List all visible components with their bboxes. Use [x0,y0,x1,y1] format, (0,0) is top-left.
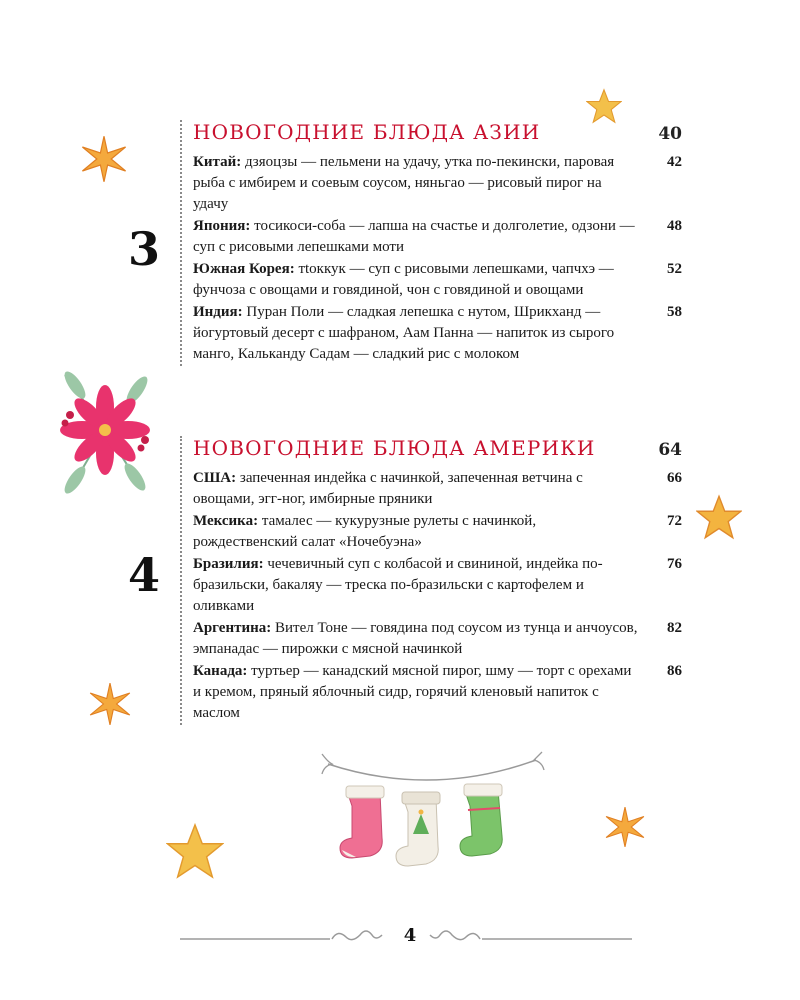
entry-text: тtоккук — суп с рисовыми лепешками, чапчхэ — фунчоза с овощами и говядиной, чон с говядиной и овощами [193,261,614,298]
toc-entry [193,216,682,258]
section-title: НОВОГОДНИЕ БЛЮДА АЗИИ [193,120,541,144]
entry-page: 86 [667,663,682,679]
entry-text: Пуран Поли — сладкая лепешка с нутом, Шрикханд — йогуртовый десерт с шафраном, Аам Панна — напиток из сырого манго, Кальканду Садам — сладкий рис с молоком [193,304,615,362]
entry-text: туртьер — канадский мясной пирог, шму — торт с орехами и кремом, пряный яблочный сидр, горячий кленовый напиток с маслом [193,663,632,721]
toc-entry [193,661,682,724]
star-icon [88,682,132,726]
star-icon [80,135,128,183]
entry-page: 42 [667,154,682,170]
toc-entry [193,511,682,553]
toc-entry [193,152,682,215]
entry-page: 58 [667,304,682,320]
entry-page: 48 [667,218,682,234]
toc-entry [193,302,682,365]
star-icon [166,822,224,880]
entry-text: дзяоцзы — пельмени на удачу, утка по-пекински, паровая рыба с имбирем и соевым соусом, няньгао — рисовый пирог на удачу [193,154,615,212]
entry-country: США: [193,470,237,486]
toc-entry [193,468,682,510]
entry-country: Япония: [193,218,251,234]
entry-text: чечевичный суп с колбасой и свининой, индейка по-бразильски, бакаляу — треска по-бразильски с картофелем и оливками [193,556,603,614]
entry-country: Мексика: [193,513,259,529]
entry-country: Канада: [193,663,248,679]
toc-section-america [180,436,682,725]
page-number: 4 [403,925,417,946]
entry-text: тосикоси-соба — лапша на счастье и долголетие, одзони — суп с рисовыми лепешками моти [193,218,635,255]
stockings-garland-icon [318,746,546,874]
entry-text: запеченная индейка с начинкой, запеченная ветчина с овощами, эгг-ног, имбирные пряники [193,470,583,507]
section-page: 64 [658,440,682,460]
toc-entry [193,259,682,301]
entry-page: 82 [667,620,682,636]
chapter-number: 3 [128,222,161,276]
chapter-number: 4 [128,548,161,602]
entry-country: Китай: [193,154,242,170]
entry-page: 52 [667,261,682,277]
section-header [193,120,682,144]
toc-entry [193,554,682,617]
poinsettia-icon [45,355,165,505]
entry-country: Индия: [193,304,243,320]
star-icon [586,88,622,124]
star-icon [604,806,646,848]
entry-country: Южная Корея: [193,261,295,277]
entry-text: тамалес — кукурузные рулеты с начинкой, рождественский салат «Ночебуэна» [193,513,537,550]
toc-entry [193,618,682,660]
entry-country: Аргентина: [193,620,272,636]
section-page: 40 [658,124,682,144]
section-title: НОВОГОДНИЕ БЛЮДА АМЕРИКИ [193,436,596,460]
section-header [193,436,682,460]
toc-section-asia [180,120,682,366]
entry-page: 76 [667,556,682,572]
star-icon [696,494,742,540]
entry-page: 72 [667,513,682,529]
entry-country: Бразилия: [193,556,264,572]
entry-page: 66 [667,470,682,486]
entry-text: Вител Тоне — говядина под соусом из тунца и анчоусов, эмпанадас — пирожки с мясной начинкой [193,620,638,657]
